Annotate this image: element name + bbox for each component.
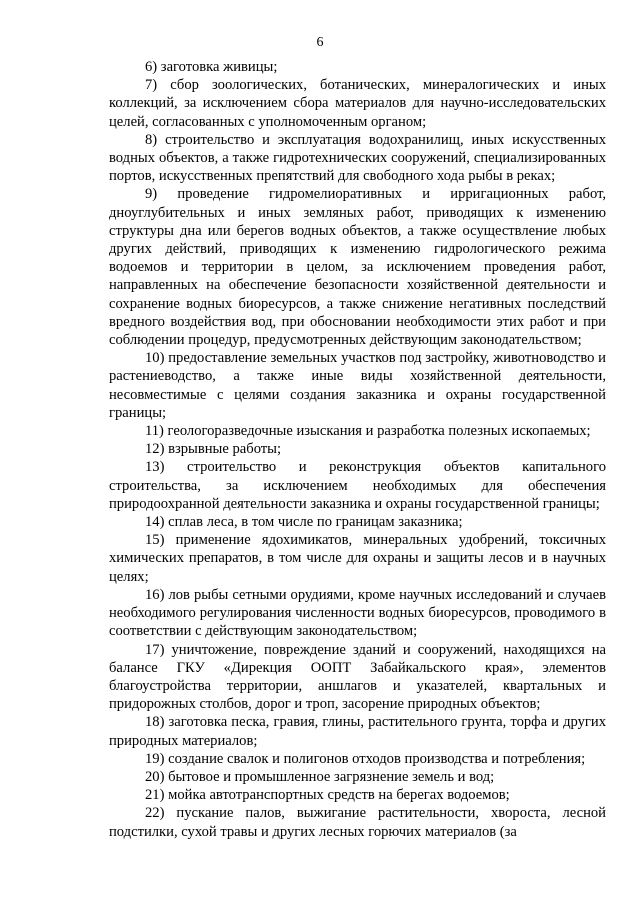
list-item-20: 20) бытовое и промышленное загрязнение земель и вод;: [145, 768, 495, 785]
list-item-11: 11) геологоразведочные изыскания и разработка полезных ископаемых;: [145, 423, 591, 440]
list-item-17: 17) уничтожение, повреждение зданий и сооружений, находящихся на балансе ГКУ «Дирекция ООПТ Забайкальского края», элементов благоустройства территории, аншлагов и указателей, квартальных и придорожных столбов, дорог и троп, засорение природных объектов;: [109, 641, 606, 713]
list-item-8: 8) строительство и эксплуатация водохранилищ, иных искусственных водных объектов, а также гидротехнических сооружений, специализированных портов, искусственных препятствий для свободного хода рыбы в реках;: [109, 131, 606, 185]
list-item-13: 13) строительство и реконструкция объектов капитального строительства, за исключением необходимых для обеспечения природоохранной деятельности заказника и охраны государственной границы;: [109, 459, 606, 512]
list-item-10: 10) предоставление земельных участков под застройку, животноводство и растениеводство, а также иные виды хозяйственной деятельности, несовместимые с целями создания заказника и охраны государственной границы;: [109, 350, 606, 421]
list-item-16: 16) лов рыбы сетными орудиями, кроме научных исследований и случаев необходимого регулирования численности водных биоресурсов, проводимого в соответствии с действующим законодательством;: [109, 586, 606, 640]
list-item-21: 21) мойка автотранспортных средств на берегах водоемов;: [145, 787, 510, 804]
list-item-6: 6) заготовка живицы;: [145, 59, 278, 75]
list-item-7: 7) сбор зоологических, ботанических, минералогических и иных коллекций, за исключением сбора материалов для научно-исследовательских целей, согласованных с уполномоченным органом;: [109, 77, 606, 130]
list-item-14: 14) сплав леса, в том числе по границам заказника;: [145, 514, 463, 531]
list-item-19: 19) создание свалок и полигонов отходов производства и потребления;: [145, 750, 586, 767]
list-item-15: 15) применение ядохимикатов, минеральных удобрений, токсичных химических препаратов, в том числе для охраны и защиты лесов и в научных целях;: [109, 532, 606, 585]
list-item-9: 9) проведение гидромелиоративных и ирригационных работ, дноуглубительных и иных земляных работ, приводящих к изменению структуры дна или берегов водных объектов, а также осуществление любых других действий, приводящих к изменению гидрологического режима водоемов и территории в целом, за исключением проведения работ, направленных на обеспечение безопасности хозяйственной деятельности и сохранение водных биоресурсов, а также снижение негативных последствий вредного воздействия вод, при обосновании необходимости этих работ и при соблюдении процедур, предусмотренных действующим законодательством;: [109, 186, 606, 349]
list-item-22: 22) пускание палов, выжигание растительности, хвороста, лесной подстилки, сухой травы и других лесных горючих материалов (за: [109, 805, 606, 840]
list-item-12: 12) взрывные работы;: [145, 441, 282, 458]
list-item-18: 18) заготовка песка, гравия, глины, растительного грунта, торфа и других природных материалов;: [109, 714, 606, 749]
page-number: 6: [316, 35, 324, 50]
document-body: [109, 58, 606, 841]
